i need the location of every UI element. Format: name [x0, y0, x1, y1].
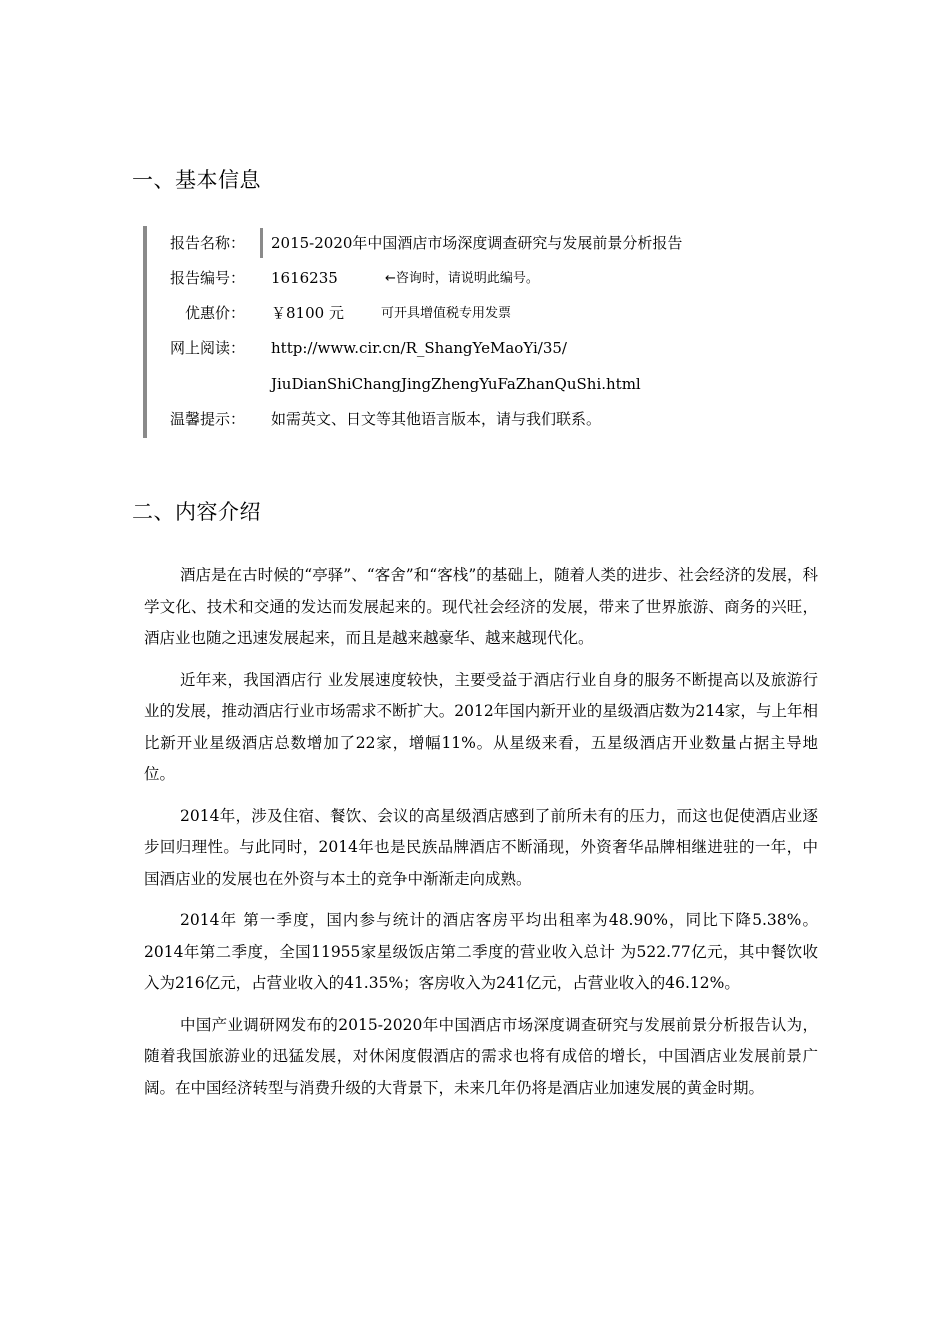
online-url-line-1[interactable]: http://www.cir.cn/R_ShangYeMaoYi/35/	[271, 339, 567, 357]
price-note: 可开具增值税专用发票	[381, 306, 512, 321]
content-body	[144, 560, 818, 1114]
report-code-note	[385, 269, 539, 289]
price-value: ￥8100 元	[271, 304, 344, 322]
paragraph: 2014年，涉及住宿、餐饮、会议的高星级酒店感到了前所未有的压力，而这也促使酒店业逐步回归理性。与此同时，2014年也是民族品牌酒店不断涌现，外资奢华品牌相继进驻的一年，中国酒店业的发展也在外资与本土的竞争中渐渐走向成熟。	[144, 806, 818, 888]
basic-info-box	[143, 226, 827, 438]
report-code-label: 报告编号：	[169, 269, 245, 287]
online-url-line-2[interactable]: JiuDianShiChangJingZhengYuFaZhanQuShi.html	[271, 375, 641, 393]
section-title-content-intro: 二、内容介绍	[132, 500, 261, 524]
paragraph: 2014年 第一季度，国内参与统计的酒店客房平均出租率为48.90%，同比下降5.38%。2014年第二季度，全国11955家星级饭店第二季度的营业收入总计 为522.77亿元，其中餐饮收入为216亿元，占营业收入的41.35%；客房收入为241亿元，占营业收入的46.12%。	[144, 911, 818, 992]
left-arrow-icon: ←	[385, 271, 396, 286]
section-title-basic-info: 一、基本信息	[132, 168, 261, 192]
tip-label: 温馨提示：	[169, 410, 245, 428]
paragraph: 酒店是在古时候的“亭驿”、“客舍”和“客栈”的基础上，随着人类的进步、社会经济的发展，科学文化、技术和交通的发达而发展起来的。现代社会经济的发展，带来了世界旅游、商务的兴旺，酒店业也随之迅速发展起来，而且是越来越豪华、越来越现代化。	[144, 566, 818, 647]
report-name-value: 2015-2020年中国酒店市场深度调查研究与发展前景分析报告	[271, 234, 683, 252]
online-read-label: 网上阅读：	[169, 339, 245, 357]
report-code-note-text: 咨询时，请说明此编号。	[395, 271, 539, 286]
tip-value: 如需英文、日文等其他语言版本，请与我们联系。	[271, 410, 602, 428]
report-code-value: 1616235	[271, 269, 338, 287]
price-label: 优惠价：	[184, 304, 245, 322]
report-name-divider	[260, 228, 263, 258]
paragraph: 近年来，我国酒店行 业发展速度较快，主要受益于酒店行业自身的服务不断提高以及旅游行业的发展，推动酒店行业市场需求不断扩大。2012年国内新开业的星级酒店数为214家，与上年相比新开业星级酒店总数增加了22家，增幅11%。从星级来看，五星级酒店开业数量占据主导地位。	[144, 670, 818, 783]
paragraph: 中国产业调研网发布的2015-2020年中国酒店市场深度调查研究与发展前景分析报告认为，随着我国旅游业的迅猛发展，对休闲度假酒店的需求也将有成倍的增长，中国酒店业发展前景广阔。在中国经济转型与消费升级的大背景下，未来几年仍将是酒店业加速发展的黄金时期。	[144, 1015, 818, 1097]
report-name-label: 报告名称：	[169, 234, 245, 252]
